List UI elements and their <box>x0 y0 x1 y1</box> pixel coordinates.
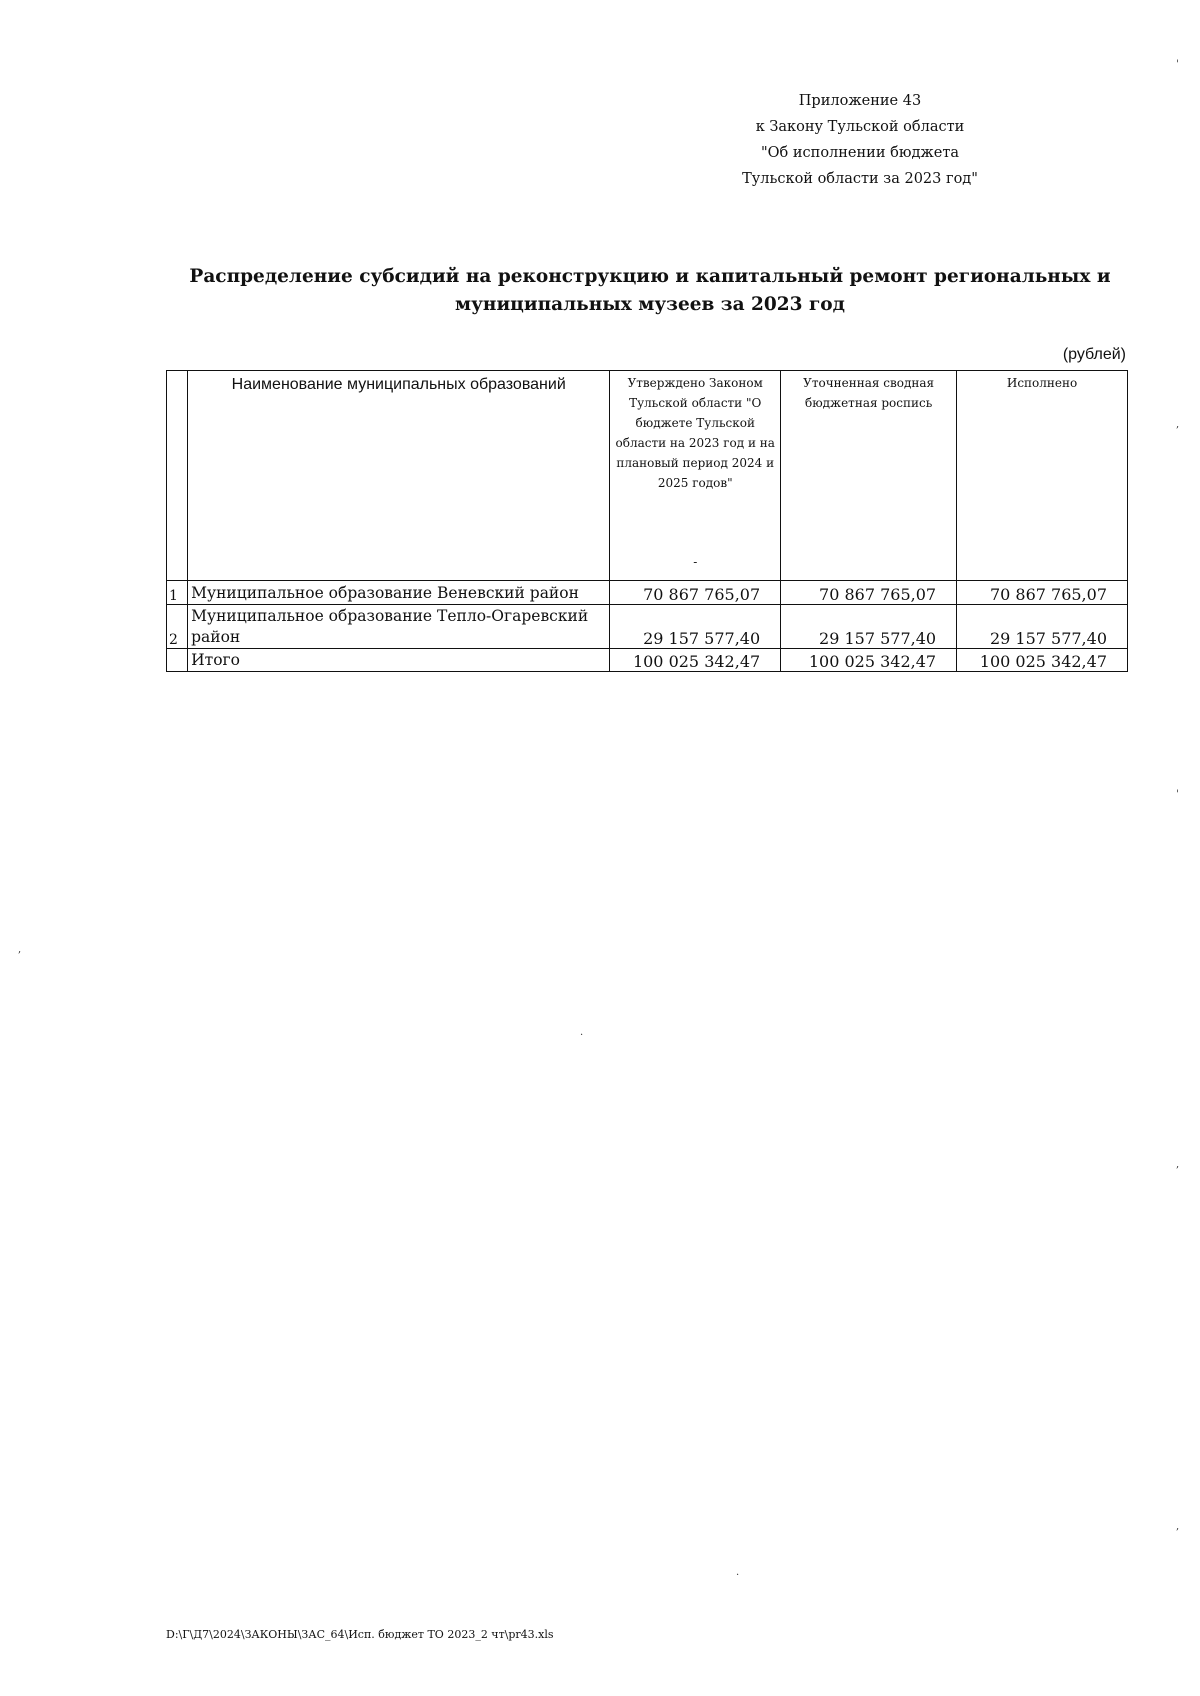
row-executed: 70 867 765,07 <box>957 581 1128 605</box>
header-number <box>167 371 188 581</box>
table-total-row <box>167 649 1128 672</box>
header-name: Наименование муниципальных образований <box>188 371 610 581</box>
table-header-row <box>167 371 1128 581</box>
scan-speck: ' <box>1176 789 1179 800</box>
scan-speck: , <box>1176 419 1180 430</box>
total-executed: 100 025 342,47 <box>957 649 1128 672</box>
table-row <box>167 605 1128 649</box>
header-approved <box>610 371 781 581</box>
row-name: Муниципальное образование Тепло-Огаревский район <box>188 605 610 649</box>
appendix-number: Приложение 43 <box>798 93 922 109</box>
row-name: Муниципальное образование Веневский район <box>188 581 610 605</box>
row-approved: 29 157 577,40 <box>610 605 781 649</box>
header-approved-dash: - <box>693 555 698 569</box>
total-approved: 100 025 342,47 <box>610 649 781 672</box>
total-label: Итого <box>188 649 610 672</box>
appendix-law-title-2: Тульской области за 2023 год" <box>742 171 978 187</box>
header-approved-text: Утверждено Законом Тульской области "О бюджете Тульской области на 2023 год и на плановый период 2024 и 2025 годов" <box>615 376 775 490</box>
row-refined: 70 867 765,07 <box>781 581 957 605</box>
document-title-line-2: муниципальных музеев за 2023 год <box>455 294 845 315</box>
total-refined: 100 025 342,47 <box>781 649 957 672</box>
header-executed: Исполнено <box>957 371 1128 581</box>
scan-speck: , <box>1176 1521 1180 1532</box>
file-path-footer: D:\Г\Д7\2024\ЗАКОНЫ\ЗАС_64\Исп. бюджет ТО 2023_2 чт\pr43.xls <box>166 1628 554 1641</box>
row-executed: 29 157 577,40 <box>957 605 1128 649</box>
document-title <box>180 263 1120 319</box>
scan-speck: , <box>18 944 22 955</box>
scan-speck: ' <box>1176 59 1179 70</box>
row-number: 1 <box>167 581 188 605</box>
row-number: 2 <box>167 605 188 649</box>
document-title-line-1: Распределение субсидий на реконструкцию и капитальный ремонт региональных и <box>189 266 1111 287</box>
row-approved: 70 867 765,07 <box>610 581 781 605</box>
total-number <box>167 649 188 672</box>
subsidy-table <box>166 370 1128 672</box>
table-row <box>167 581 1128 605</box>
row-refined: 29 157 577,40 <box>781 605 957 649</box>
header-refined: Уточненная сводная бюджетная роспись <box>781 371 957 581</box>
appendix-law-title-1: "Об исполнении бюджета <box>760 145 959 161</box>
appendix-block <box>740 88 980 192</box>
scan-speck: , <box>1176 1159 1180 1170</box>
scan-speck: . <box>736 1567 740 1578</box>
appendix-law-ref: к Закону Тульской области <box>755 119 965 135</box>
scan-speck: . <box>580 1027 584 1038</box>
units-label: (рублей) <box>1062 346 1126 363</box>
